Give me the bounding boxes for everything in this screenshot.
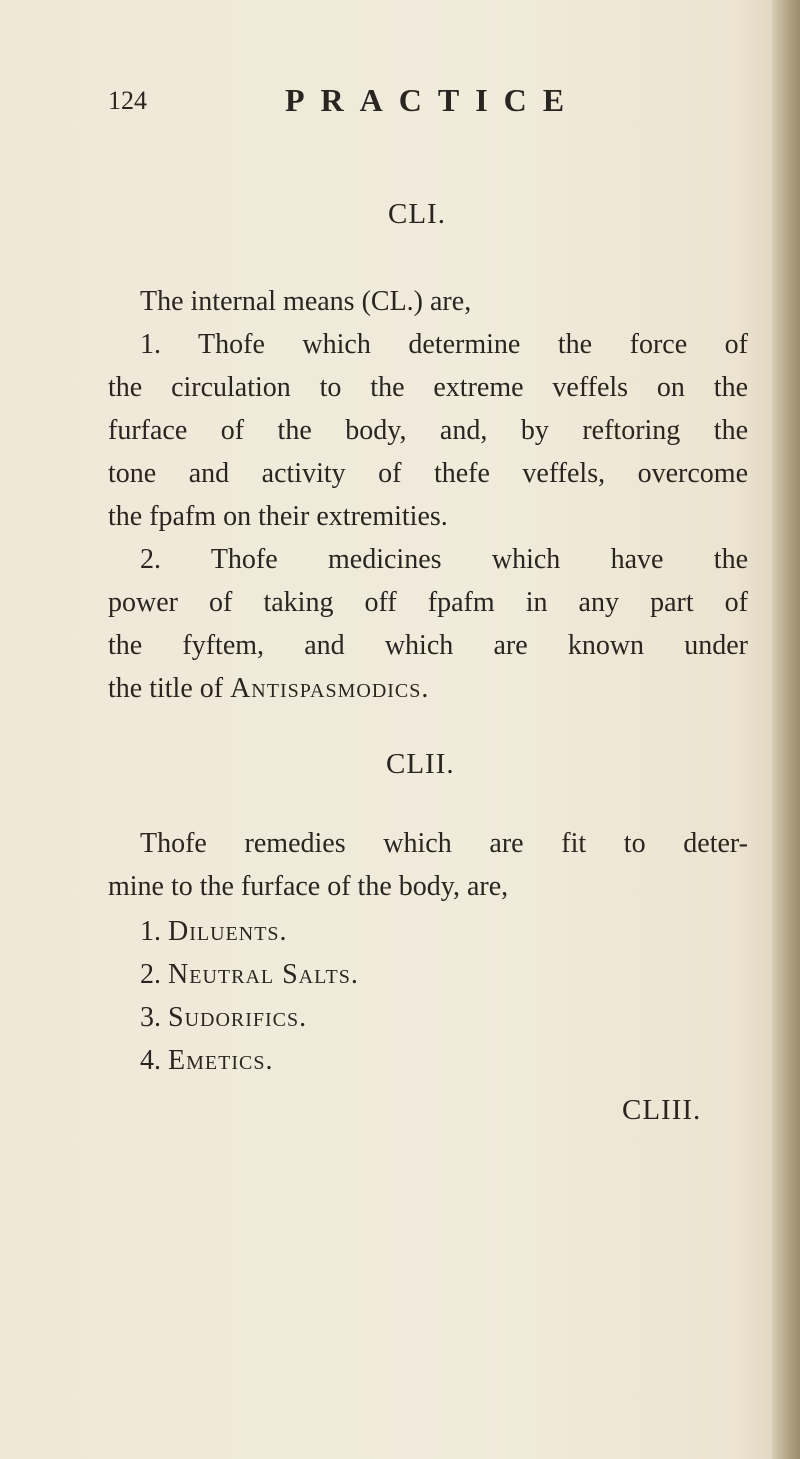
list-label: Neutral Salts.	[168, 959, 359, 990]
list-number: 1.	[140, 916, 161, 947]
text-line: furface of the body, and, by reftoring the	[108, 415, 748, 446]
list-item	[140, 996, 359, 1039]
term-antispasmodics: Antispasmodics.	[230, 673, 430, 704]
text-line: the fpafm on their extremities.	[108, 501, 448, 532]
list-number: 4.	[140, 1045, 161, 1076]
text-line: 2. Thofe medicines which have the	[140, 544, 748, 575]
text-line: 1. Thofe which determine the force of	[140, 329, 748, 360]
list-label: Diluents.	[168, 916, 288, 947]
paragraph-internal-means	[108, 280, 748, 710]
text-line	[108, 667, 748, 710]
list-item	[140, 953, 359, 996]
text-line: The internal means (CL.) are,	[140, 286, 472, 317]
section-heading-cli: CLI.	[388, 198, 446, 230]
text-line: tone and activity of thefe veffels, overcome	[108, 458, 748, 489]
list-item	[140, 1039, 359, 1082]
section-heading-clii: CLII.	[386, 748, 455, 780]
text-line: Thofe remedies which are fit to deter-	[140, 828, 748, 859]
text-fragment: the title of	[108, 673, 231, 704]
list-label: Sudorifics.	[168, 1002, 308, 1033]
page-edge	[772, 0, 800, 1459]
list-label: Emetics.	[168, 1045, 274, 1076]
text-line: mine to the furface of the body, are,	[108, 871, 509, 902]
page-header	[108, 82, 668, 132]
paragraph-remedies	[108, 822, 748, 908]
running-head: PRACTICE	[285, 82, 581, 118]
list-number: 2.	[140, 959, 161, 990]
text-line: the circulation to the extreme veffels on the	[108, 372, 748, 403]
remedies-list	[140, 910, 359, 1082]
list-number: 3.	[140, 1002, 161, 1033]
catchword: CLIII.	[622, 1094, 702, 1126]
page-number: 124	[108, 86, 147, 115]
text-line: power of taking off fpafm in any part of	[108, 587, 748, 618]
text-line: the fyftem, and which are known under	[108, 630, 748, 661]
list-item	[140, 910, 359, 953]
